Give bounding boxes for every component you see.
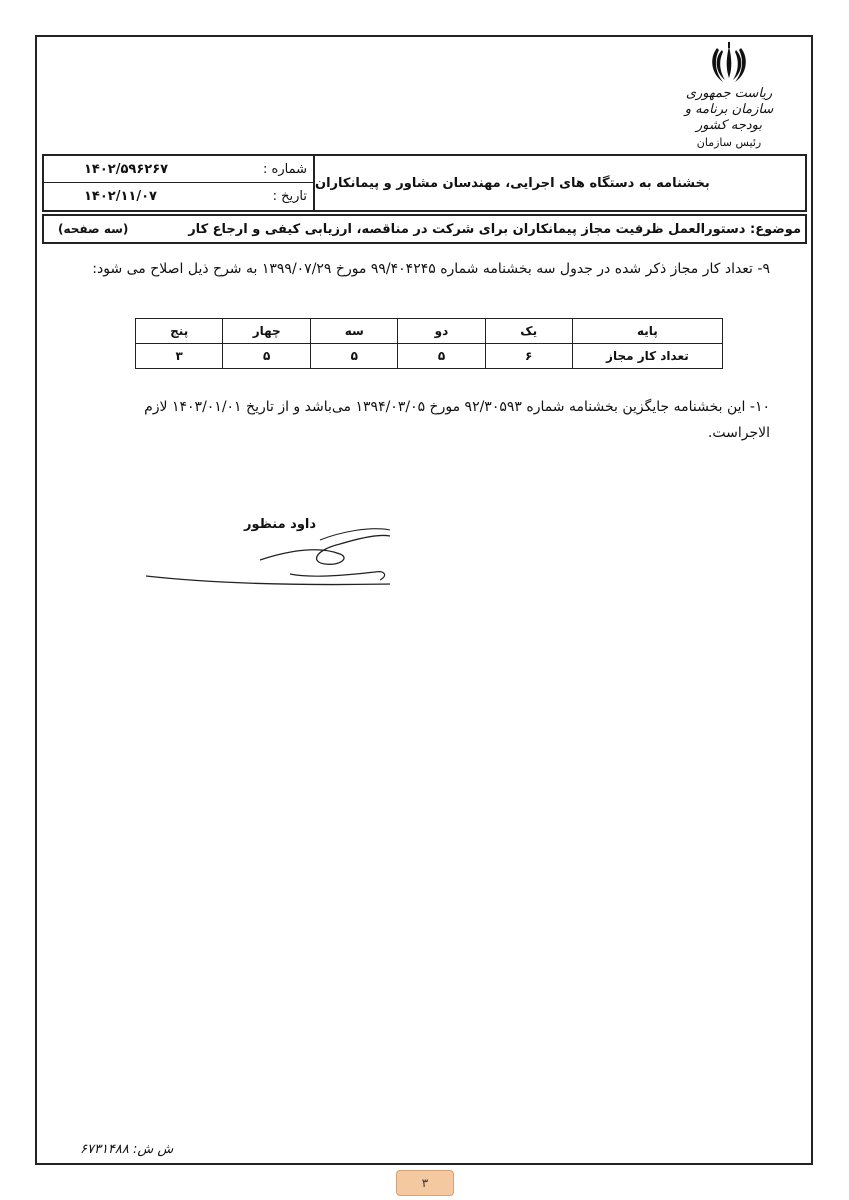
table-cell: تعداد کار مجاز bbox=[572, 344, 722, 369]
table-cell: ۵ bbox=[223, 344, 311, 369]
emblem-line-1: ریاست جمهوری bbox=[685, 86, 773, 101]
paragraph-9: ۹- تعداد کار مجاز ذکر شده در جدول سه بخشنامه شماره ۹۹/۴۰۴۲۴۵ مورخ ۱۳۹۹/۰۷/۲۹ به شرح ذیل اصلاح می شود: bbox=[92, 261, 770, 277]
capacity-table bbox=[135, 318, 723, 369]
table-header-row bbox=[136, 319, 723, 344]
table-cell: ۳ bbox=[136, 344, 223, 369]
subject-text: موضوع: دستورالعمل ظرفیت مجاز پیمانکاران برای شرکت در مناقصه، ارزیابی کیفی و ارجاع کار bbox=[188, 221, 801, 237]
date-row bbox=[44, 183, 313, 210]
table-cell: پایه bbox=[572, 319, 722, 344]
number-value: ۱۴۰۲/۵۹۶۲۶۷ bbox=[84, 161, 169, 177]
number-label: شماره : bbox=[263, 161, 307, 177]
table-cell: ۵ bbox=[398, 344, 485, 369]
paragraph-10: ۱۰- این بخشنامه جایگزین بخشنامه شماره ۹۲/۳۰۵۹۳ مورخ ۱۳۹۴/۰۳/۰۵ می‌باشد و از تاریخ ۱۴۰۳/۰۱/۰۱ لازم الاجراست. bbox=[144, 399, 770, 441]
number-row bbox=[44, 156, 313, 183]
table-cell: ۶ bbox=[485, 344, 572, 369]
date-label: تاریخ : bbox=[272, 189, 307, 204]
subject-box bbox=[42, 214, 807, 244]
table-cell: دو bbox=[398, 319, 485, 344]
header-box bbox=[42, 154, 807, 212]
emblem-line-3: رئیس سازمان bbox=[696, 136, 762, 149]
table-cell: سه bbox=[311, 319, 398, 344]
signatory-name: داود منظور bbox=[244, 517, 317, 532]
page-count: (سه صفحه) bbox=[58, 222, 129, 236]
emblem-line-2: سازمان برنامه و بودجه کشور bbox=[684, 102, 774, 133]
date-value: ۱۴۰۲/۱۱/۰۷ bbox=[84, 189, 157, 204]
signature-icon bbox=[140, 520, 400, 600]
letterhead-emblem bbox=[669, 42, 789, 152]
iran-emblem-icon bbox=[709, 42, 749, 86]
table-row bbox=[136, 344, 723, 369]
table-cell: چهار bbox=[223, 319, 311, 344]
table-cell: پنج bbox=[136, 319, 223, 344]
footer-code: ش ش: ۶۷۳۱۴۸۸ bbox=[80, 1142, 174, 1157]
page-number: ۳ bbox=[396, 1170, 454, 1196]
circular-title: بخشنامه به دستگاه های اجرایی، مهندسان مشاور و پیمانکاران bbox=[313, 156, 805, 210]
table-cell: ۵ bbox=[311, 344, 398, 369]
table-cell: یک bbox=[485, 319, 572, 344]
